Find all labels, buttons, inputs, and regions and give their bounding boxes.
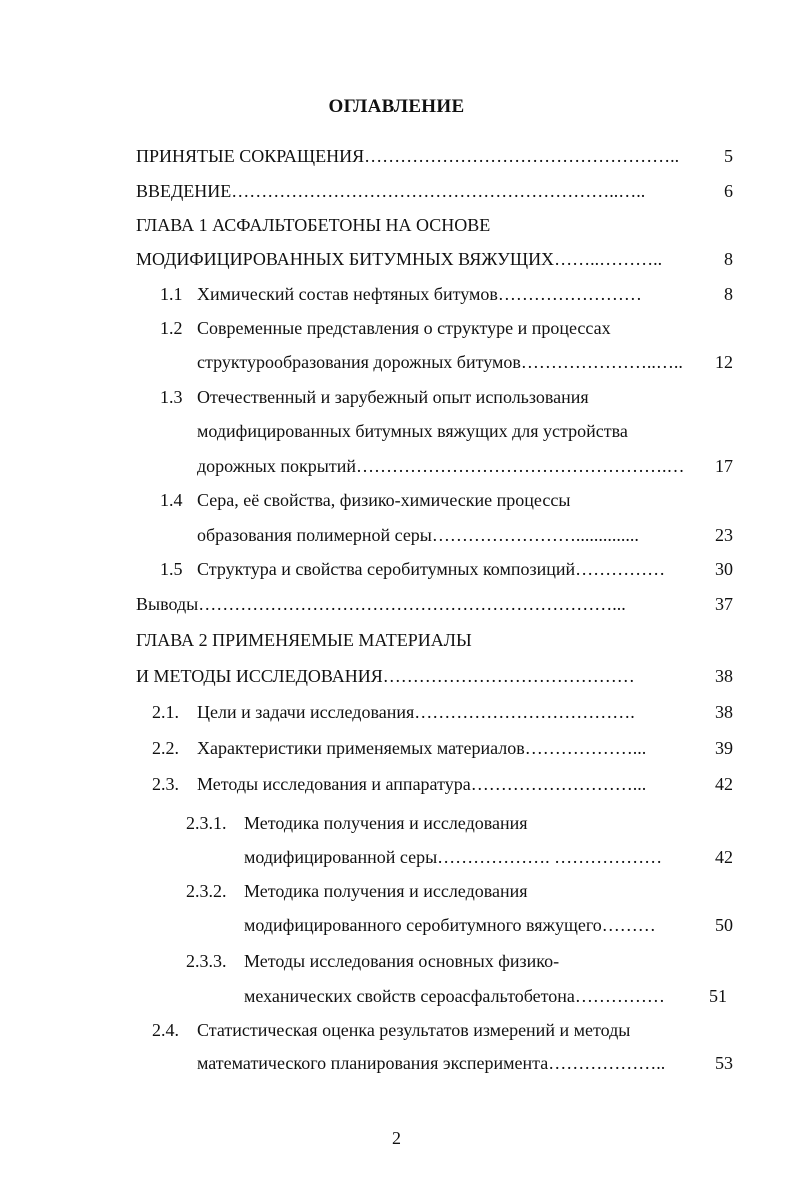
toc-entry-text: Современные представления о структуре и процессах [197, 318, 611, 338]
toc-page-number: 12 [715, 352, 733, 372]
page-title: ОГЛАВЛЕНИЕ [328, 96, 465, 117]
page-number-footer: 2 [392, 1128, 401, 1148]
toc-page-number: 50 [715, 915, 733, 935]
toc-entry-text: Методы исследования основных физико- [244, 951, 560, 971]
toc-page-number: 23 [715, 525, 733, 545]
toc-entry-text: дорожных покрытий [197, 456, 356, 476]
toc-entry-text: модифицированных битумных вяжущих для устройства [197, 421, 628, 441]
toc-page-number: 42 [715, 774, 733, 794]
toc-leader-dots: …………………………………… [382, 666, 635, 686]
toc-entry-text: структурообразования дорожных битумов [197, 352, 521, 372]
toc-entry-text: Характеристики применяемых материалов [197, 738, 525, 758]
toc-entry-text: ГЛАВА 2 ПРИМЕНЯЕМЫЕ МАТЕРИАЛЫ [136, 630, 472, 650]
toc-leader-dots: …………… [575, 559, 666, 579]
toc-section-number: 2.3.1. [186, 813, 227, 833]
toc-page-number: 39 [715, 738, 733, 758]
toc-entry [197, 524, 639, 546]
toc-entry-text: образования полимерной серы [197, 525, 432, 545]
toc-section-number: 1.5 [160, 559, 183, 579]
toc-entry-text: модифицированной серы [244, 847, 438, 867]
toc-entry [244, 950, 559, 972]
toc-entry [244, 914, 656, 936]
toc-entry [197, 1052, 665, 1074]
toc-entry [197, 455, 684, 477]
toc-entry [197, 737, 646, 759]
toc-page-number: 30 [715, 559, 733, 579]
toc-entry [197, 558, 665, 580]
toc-page-number: 51 [709, 986, 727, 1006]
toc-entry [197, 773, 646, 795]
toc-entry-text: Методика получения и исследования [244, 881, 528, 901]
toc-leader-dots: …………………………………………….… [355, 456, 685, 476]
toc-section-number: 1.3 [160, 387, 183, 407]
toc-section-number: 2.2. [152, 738, 179, 758]
toc-section-number: 2.3. [152, 774, 179, 794]
toc-page-number: 38 [715, 666, 733, 686]
toc-section-number: 2.3.2. [186, 881, 227, 901]
toc-section-number: 2.3.3. [186, 951, 227, 971]
toc-entry [136, 214, 490, 236]
toc-entry-text: Методика получения и исследования [244, 813, 528, 833]
toc-entry [136, 180, 645, 202]
toc-page-number: 6 [724, 181, 733, 201]
toc-page-number: 17 [715, 456, 733, 476]
toc-leader-dots: ………………………………. [414, 702, 635, 722]
toc-entry-text: математического планирования эксперимента [197, 1053, 549, 1073]
toc-leader-dots: …………………..….. [520, 352, 683, 372]
toc-page-number: 8 [724, 284, 733, 304]
toc-entry-text: Сера, её свойства, физико-химические процессы [197, 490, 571, 510]
toc-entry [197, 1019, 630, 1041]
toc-entry-text: ГЛАВА 1 АСФАЛЬТОБЕТОНЫ НА ОСНОВЕ [136, 215, 491, 235]
toc-entry [244, 846, 662, 868]
toc-entry-text: ПРИНЯТЫЕ СОКРАЩЕНИЯ [136, 146, 365, 166]
toc-entry [136, 248, 662, 270]
toc-entry-text: Цели и задачи исследования [197, 702, 415, 722]
toc-leader-dots: ………………………………………………………..….. [231, 181, 646, 201]
toc-entry [244, 880, 528, 902]
toc-page-number: 8 [724, 249, 733, 269]
toc-entry [136, 593, 626, 615]
toc-page-number: 37 [715, 594, 733, 614]
toc-page-number: 42 [715, 847, 733, 867]
toc-leader-dots: ……………….. [548, 1053, 666, 1073]
toc-entry [197, 489, 570, 511]
toc-leader-dots: ………………. ……………… [437, 847, 663, 867]
toc-leader-dots: ………………………... [470, 774, 647, 794]
toc-entry-text: И МЕТОДЫ ИССЛЕДОВАНИЯ [136, 666, 383, 686]
toc-section-number: 2.4. [152, 1020, 179, 1040]
toc-leader-dots: …………………….............. [431, 525, 639, 545]
toc-page-number: 38 [715, 702, 733, 722]
toc-entry-text: Отечественный и зарубежный опыт использования [197, 387, 589, 407]
toc-entry [197, 420, 628, 442]
toc-entry [197, 701, 635, 723]
toc-entry-text: Выводы [136, 594, 199, 614]
toc-entry-text: Методы исследования и аппаратура [197, 774, 471, 794]
toc-leader-dots: ………………... [524, 738, 647, 758]
toc-entry-text: Химический состав нефтяных битумов [197, 284, 498, 304]
toc-entry [197, 317, 611, 339]
toc-section-number: 1.1 [160, 284, 183, 304]
toc-entry [197, 351, 683, 373]
toc-entry-text: Структура и свойства серобитумных композиций [197, 559, 576, 579]
toc-entry-text: механических свойств сероасфальтобетона [244, 986, 575, 1006]
toc-section-number: 1.4 [160, 490, 183, 510]
toc-entry [244, 985, 665, 1007]
toc-leader-dots: ……… [601, 915, 656, 935]
toc-entry [136, 665, 635, 687]
toc-entry-text: модифицированного серобитумного вяжущего [244, 915, 602, 935]
toc-leader-dots: ……..……….. [554, 249, 663, 269]
toc-leader-dots: …………………………………………….. [364, 146, 680, 166]
toc-page-number: 53 [715, 1053, 733, 1073]
toc-entry-text: Статистическая оценка результатов измерений и методы [197, 1020, 631, 1040]
toc-entry [197, 283, 642, 305]
toc-entry [244, 812, 528, 834]
toc-entry [197, 386, 589, 408]
toc-section-number: 2.1. [152, 702, 179, 722]
toc-leader-dots: ……………………………………………………………... [198, 594, 626, 614]
toc-page-number: 5 [724, 146, 733, 166]
toc-leader-dots: …………… [574, 986, 665, 1006]
toc-entry [136, 629, 472, 651]
toc-section-number: 1.2 [160, 318, 183, 338]
toc-entry-text: МОДИФИЦИРОВАННЫХ БИТУМНЫХ ВЯЖУЩИХ [136, 249, 555, 269]
toc-leader-dots: …………………… [497, 284, 642, 304]
toc-entry [136, 145, 679, 167]
toc-entry-text: ВВЕДЕНИЕ [136, 181, 232, 201]
